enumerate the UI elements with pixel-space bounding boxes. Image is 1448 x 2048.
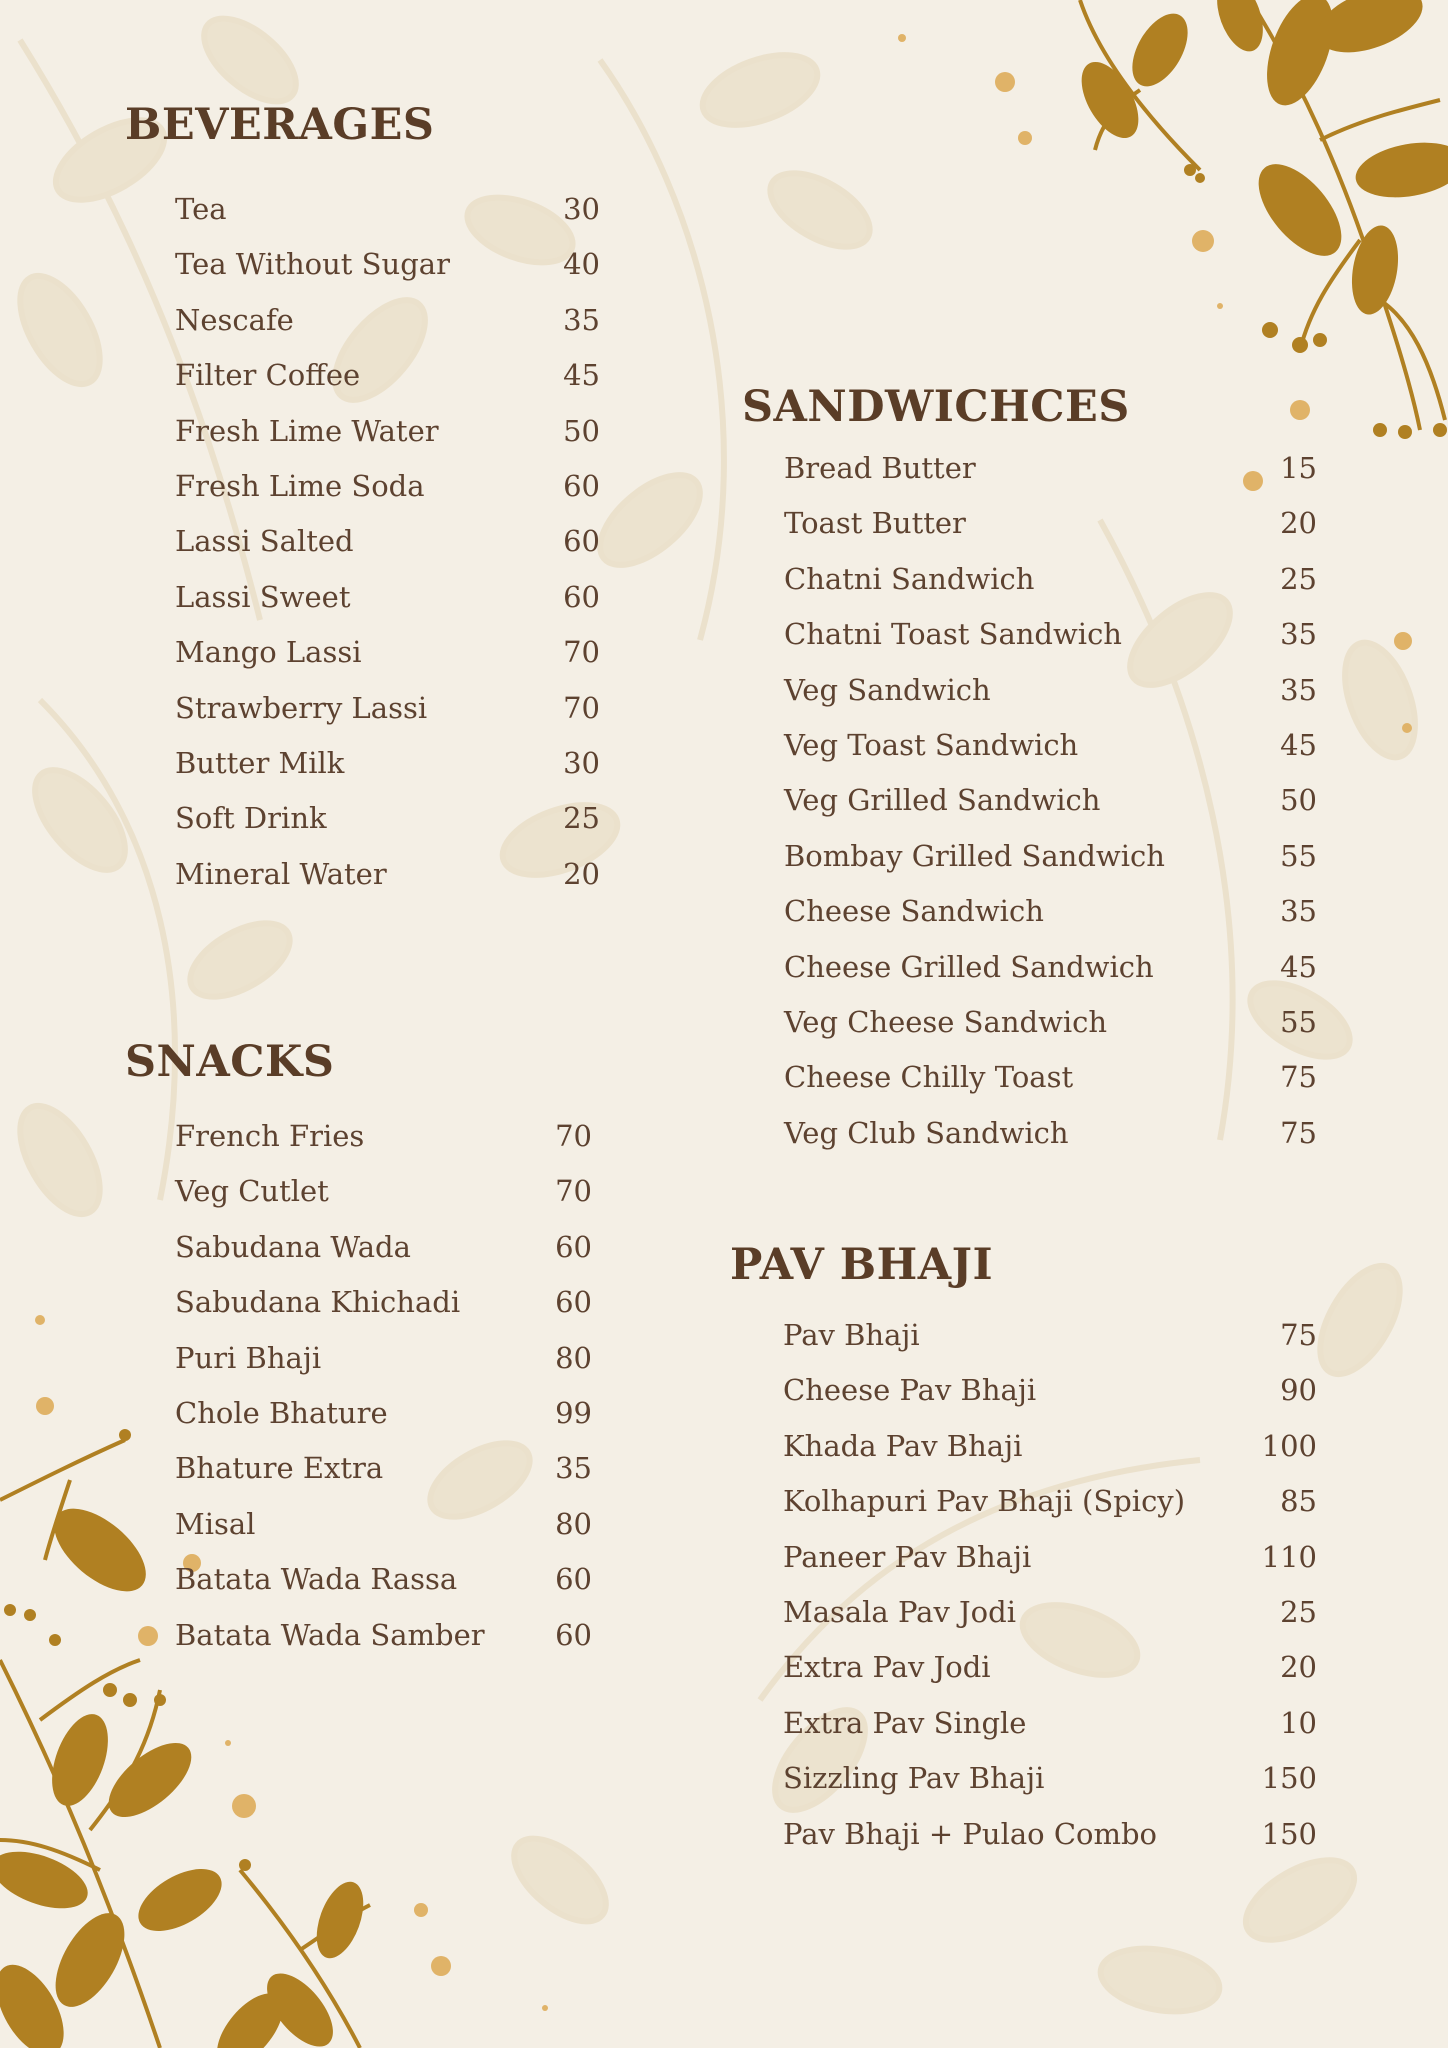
pav-bhaji-list [783,1318,1317,1872]
item-price: 10 [1280,1705,1317,1740]
item-price: 35 [563,302,600,337]
item-name: Lassi Salted [175,524,354,559]
menu-item [783,1318,1317,1373]
item-price: 99 [555,1395,592,1430]
menu-item [175,691,600,746]
menu-item [784,1005,1317,1060]
menu-item [784,673,1317,728]
item-price: 30 [563,745,600,780]
item-name: Cheese Grilled Sandwich [784,949,1154,984]
item-price: 50 [1280,783,1317,818]
item-name: Tea Without Sugar [175,247,450,282]
item-name: Bombay Grilled Sandwich [784,838,1165,873]
item-name: Bread Butter [784,451,976,485]
item-price: 25 [1280,1594,1317,1629]
item-price: 45 [563,358,600,393]
menu-item [783,1595,1317,1650]
menu-item [175,857,600,912]
menu-item [783,1540,1317,1595]
item-price: 40 [563,247,600,282]
menu-item [175,469,600,524]
item-price: 15 [1280,451,1317,485]
menu-item [784,617,1317,672]
item-price: 30 [563,192,600,226]
item-price: 150 [1261,1816,1317,1851]
item-price: 70 [555,1119,592,1153]
item-name: Chole Bhature [175,1395,388,1430]
menu-item [175,1341,592,1396]
menu-item [784,506,1317,561]
item-price: 45 [1280,727,1317,762]
item-price: 60 [563,579,600,614]
item-name: French Fries [175,1119,365,1153]
item-name: Mango Lassi [175,635,362,670]
menu-item [783,1373,1317,1428]
menu-item [783,1817,1317,1872]
sandwiches-section [742,382,1317,1150]
item-name: Mineral Water [175,856,387,891]
sandwiches-list [784,451,1317,1171]
item-name: Nescafe [175,302,294,337]
menu-item [175,1230,592,1285]
item-name: Cheese Sandwich [784,894,1044,929]
item-price: 25 [1280,561,1317,596]
item-name: Cheese Chilly Toast [784,1060,1074,1095]
item-name: Extra Pav Single [783,1705,1027,1740]
item-name: Chatni Toast Sandwich [784,617,1122,652]
menu-item [175,247,600,302]
item-name: Toast Butter [784,506,966,541]
item-price: 75 [1280,1060,1317,1095]
item-name: Veg Sandwich [784,672,991,707]
menu-item [175,580,600,635]
item-name: Sabudana Wada [175,1229,411,1264]
item-price: 60 [563,524,600,559]
snacks-section [125,1037,592,1652]
pav-bhaji-title: PAV BHAJI [730,1240,994,1290]
item-price: 110 [1261,1539,1317,1574]
item-name: Veg Toast Sandwich [784,727,1079,762]
item-price: 50 [563,413,600,448]
item-name: Veg Cutlet [175,1174,329,1209]
sandwiches-title: SANDWICHCES [742,382,1130,432]
item-name: Soft Drink [175,801,327,836]
item-price: 90 [1280,1373,1317,1408]
item-name: Kolhapuri Pav Bhaji (Spicy) [783,1484,1186,1519]
menu-item [784,950,1317,1005]
item-name: Veg Cheese Sandwich [784,1004,1108,1039]
item-name: Pav Bhaji [783,1318,920,1352]
snacks-title: SNACKS [125,1037,335,1087]
item-name: Tea [175,192,227,226]
beverages-list [175,192,600,912]
beverages-section [125,100,600,891]
item-price: 70 [555,1174,592,1209]
item-name: Puri Bhaji [175,1340,322,1375]
menu-item [783,1429,1317,1484]
item-name: Sabudana Khichadi [175,1285,461,1320]
menu-item [784,728,1317,783]
item-price: 70 [563,690,600,725]
item-name: Batata Wada Samber [175,1617,485,1652]
menu-item [784,1116,1317,1171]
item-price: 20 [1280,506,1317,541]
menu-item [175,1451,592,1506]
menu-item [175,358,600,413]
menu-item [784,839,1317,894]
item-name: Sizzling Pav Bhaji [783,1761,1045,1796]
menu-item [783,1761,1317,1816]
item-price: 60 [555,1562,592,1597]
menu-item [175,1285,592,1340]
item-price: 35 [555,1451,592,1486]
menu-item [784,894,1317,949]
menu-item [784,562,1317,617]
item-price: 35 [1280,617,1317,652]
menu-item [175,635,600,690]
menu-item [175,192,600,247]
item-name: Extra Pav Jodi [783,1650,991,1685]
menu-item [784,1060,1317,1115]
item-price: 60 [563,468,600,503]
item-name: Chatni Sandwich [784,561,1035,596]
item-name: Masala Pav Jodi [783,1594,1016,1629]
item-price: 150 [1261,1761,1317,1796]
menu-item [175,414,600,469]
item-price: 70 [563,635,600,670]
item-name: Strawberry Lassi [175,690,428,725]
item-price: 60 [555,1617,592,1652]
item-price: 60 [555,1229,592,1264]
menu-item [175,1396,592,1451]
item-price: 100 [1261,1428,1317,1463]
item-price: 20 [1280,1650,1317,1685]
menu-item [784,451,1317,506]
item-name: Lassi Sweet [175,579,351,614]
item-price: 60 [555,1285,592,1320]
menu-item [175,1507,592,1562]
menu-item [783,1706,1317,1761]
item-price: 55 [1280,1004,1317,1039]
item-name: Fresh Lime Water [175,413,439,448]
menu-item [784,783,1317,838]
item-price: 80 [555,1506,592,1541]
menu-item [175,1119,592,1174]
menu-item [783,1650,1317,1705]
beverages-title: BEVERAGES [125,100,435,150]
item-name: Pav Bhaji + Pulao Combo [783,1816,1157,1851]
item-price: 55 [1280,838,1317,873]
menu-item [175,746,600,801]
item-name: Filter Coffee [175,358,361,393]
item-price: 45 [1280,949,1317,984]
item-name: Cheese Pav Bhaji [783,1373,1037,1408]
pav-bhaji-section [730,1240,1317,1851]
menu-item [175,303,600,358]
snacks-list [175,1119,592,1673]
menu-item [175,524,600,579]
item-name: Khada Pav Bhaji [783,1428,1023,1463]
item-price: 85 [1280,1484,1317,1519]
item-name: Paneer Pav Bhaji [783,1539,1032,1574]
item-name: Misal [175,1506,256,1541]
item-name: Batata Wada Rassa [175,1562,458,1597]
item-price: 35 [1280,894,1317,929]
item-price: 75 [1280,1115,1317,1150]
item-price: 35 [1280,672,1317,707]
item-price: 25 [563,801,600,836]
menu-item [175,1562,592,1617]
menu-item [175,1618,592,1673]
item-name: Veg Grilled Sandwich [784,783,1101,818]
menu-item [175,1174,592,1229]
item-price: 75 [1280,1318,1317,1352]
item-name: Butter Milk [175,745,345,780]
item-price: 80 [555,1340,592,1375]
item-name: Bhature Extra [175,1451,384,1486]
item-price: 20 [563,856,600,891]
menu-item [175,801,600,856]
menu-item [783,1484,1317,1539]
leaf-icon [1070,0,1448,318]
item-name: Veg Club Sandwich [784,1115,1069,1150]
item-name: Fresh Lime Soda [175,468,425,503]
